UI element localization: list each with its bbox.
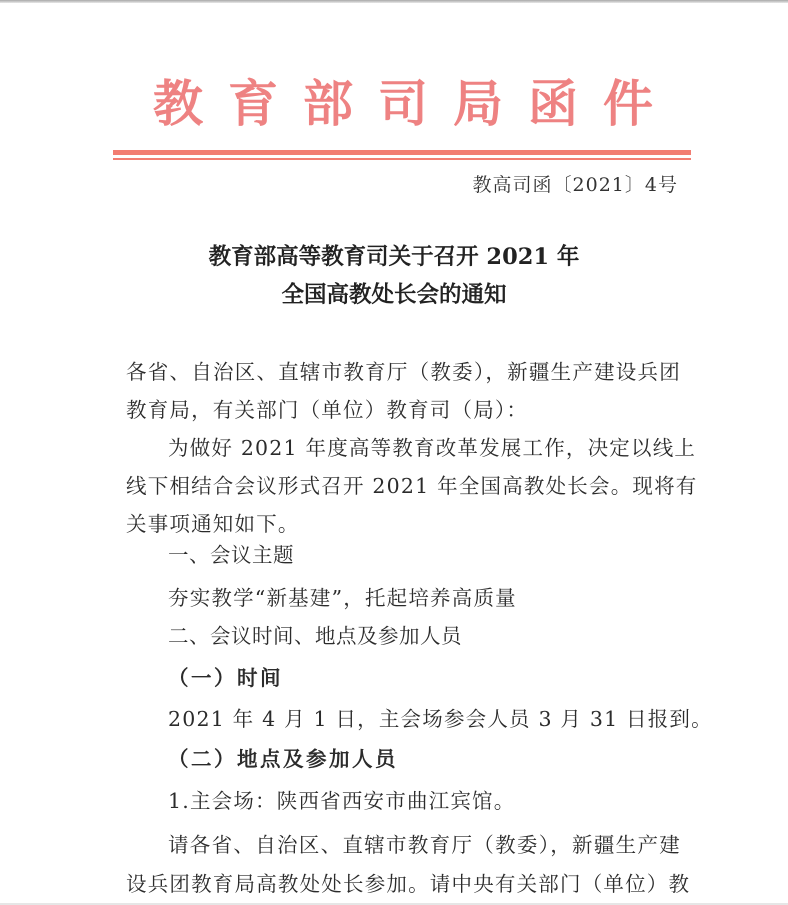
intro-paragraph-line-1: 为做好 2021 年度高等教育改革发展工作，决定以线上 <box>168 436 697 460</box>
participants-line-1: 请各省、自治区、直辖市教育厅（教委），新疆生产建 <box>168 833 681 857</box>
intro-paragraph-line-2: 线下相结合会议形式召开 2021 年全国高教处长会。现将有 <box>126 474 698 498</box>
addressee-line-2: 教育局，有关部门（单位）教育司（局）： <box>126 398 529 422</box>
venue-text: 1.主会场：陕西省西安市曲江宾馆。 <box>168 789 516 813</box>
masthead-char: 件 <box>603 74 653 133</box>
document-number: 教高司函〔2021〕4号 <box>472 174 678 196</box>
masthead-rule-thick <box>113 150 691 155</box>
page-top-edge <box>0 0 788 3</box>
masthead-title <box>113 74 691 134</box>
document-title-line-2: 全国高教处长会的通知 <box>281 282 507 308</box>
section-1-text: 夯实教学“新基建”，托起培养高质量 <box>168 586 517 610</box>
participants-line-2: 设兵团教育局高教处处长参加。请中央有关部门（单位）教 <box>126 872 691 896</box>
masthead-char: 部 <box>303 74 353 133</box>
masthead-char: 局 <box>453 74 503 133</box>
section-1-heading: 一、会议主题 <box>168 543 294 567</box>
masthead-rule-thin <box>113 158 691 160</box>
masthead-char: 育 <box>228 74 278 133</box>
masthead-char: 司 <box>378 74 428 133</box>
masthead-char: 函 <box>528 74 578 133</box>
subsection-2-heading: （二）地点及参加人员 <box>168 747 398 771</box>
subsection-1-heading: （一）时间 <box>168 666 283 690</box>
addressee-line-1: 各省、自治区、直辖市教育厅（教委），新疆生产建设兵团 <box>126 360 681 384</box>
section-2-heading: 二、会议时间、地点及参加人员 <box>168 624 462 648</box>
document-title-line-1: 教育部高等教育司关于召开 2021 年 <box>208 244 580 270</box>
masthead-char: 教 <box>153 74 203 133</box>
intro-paragraph-line-3: 关事项通知如下。 <box>126 512 300 536</box>
subsection-1-text: 2021 年 4 月 1 日，主会场参会人员 3 月 31 日报到。 <box>168 707 713 731</box>
